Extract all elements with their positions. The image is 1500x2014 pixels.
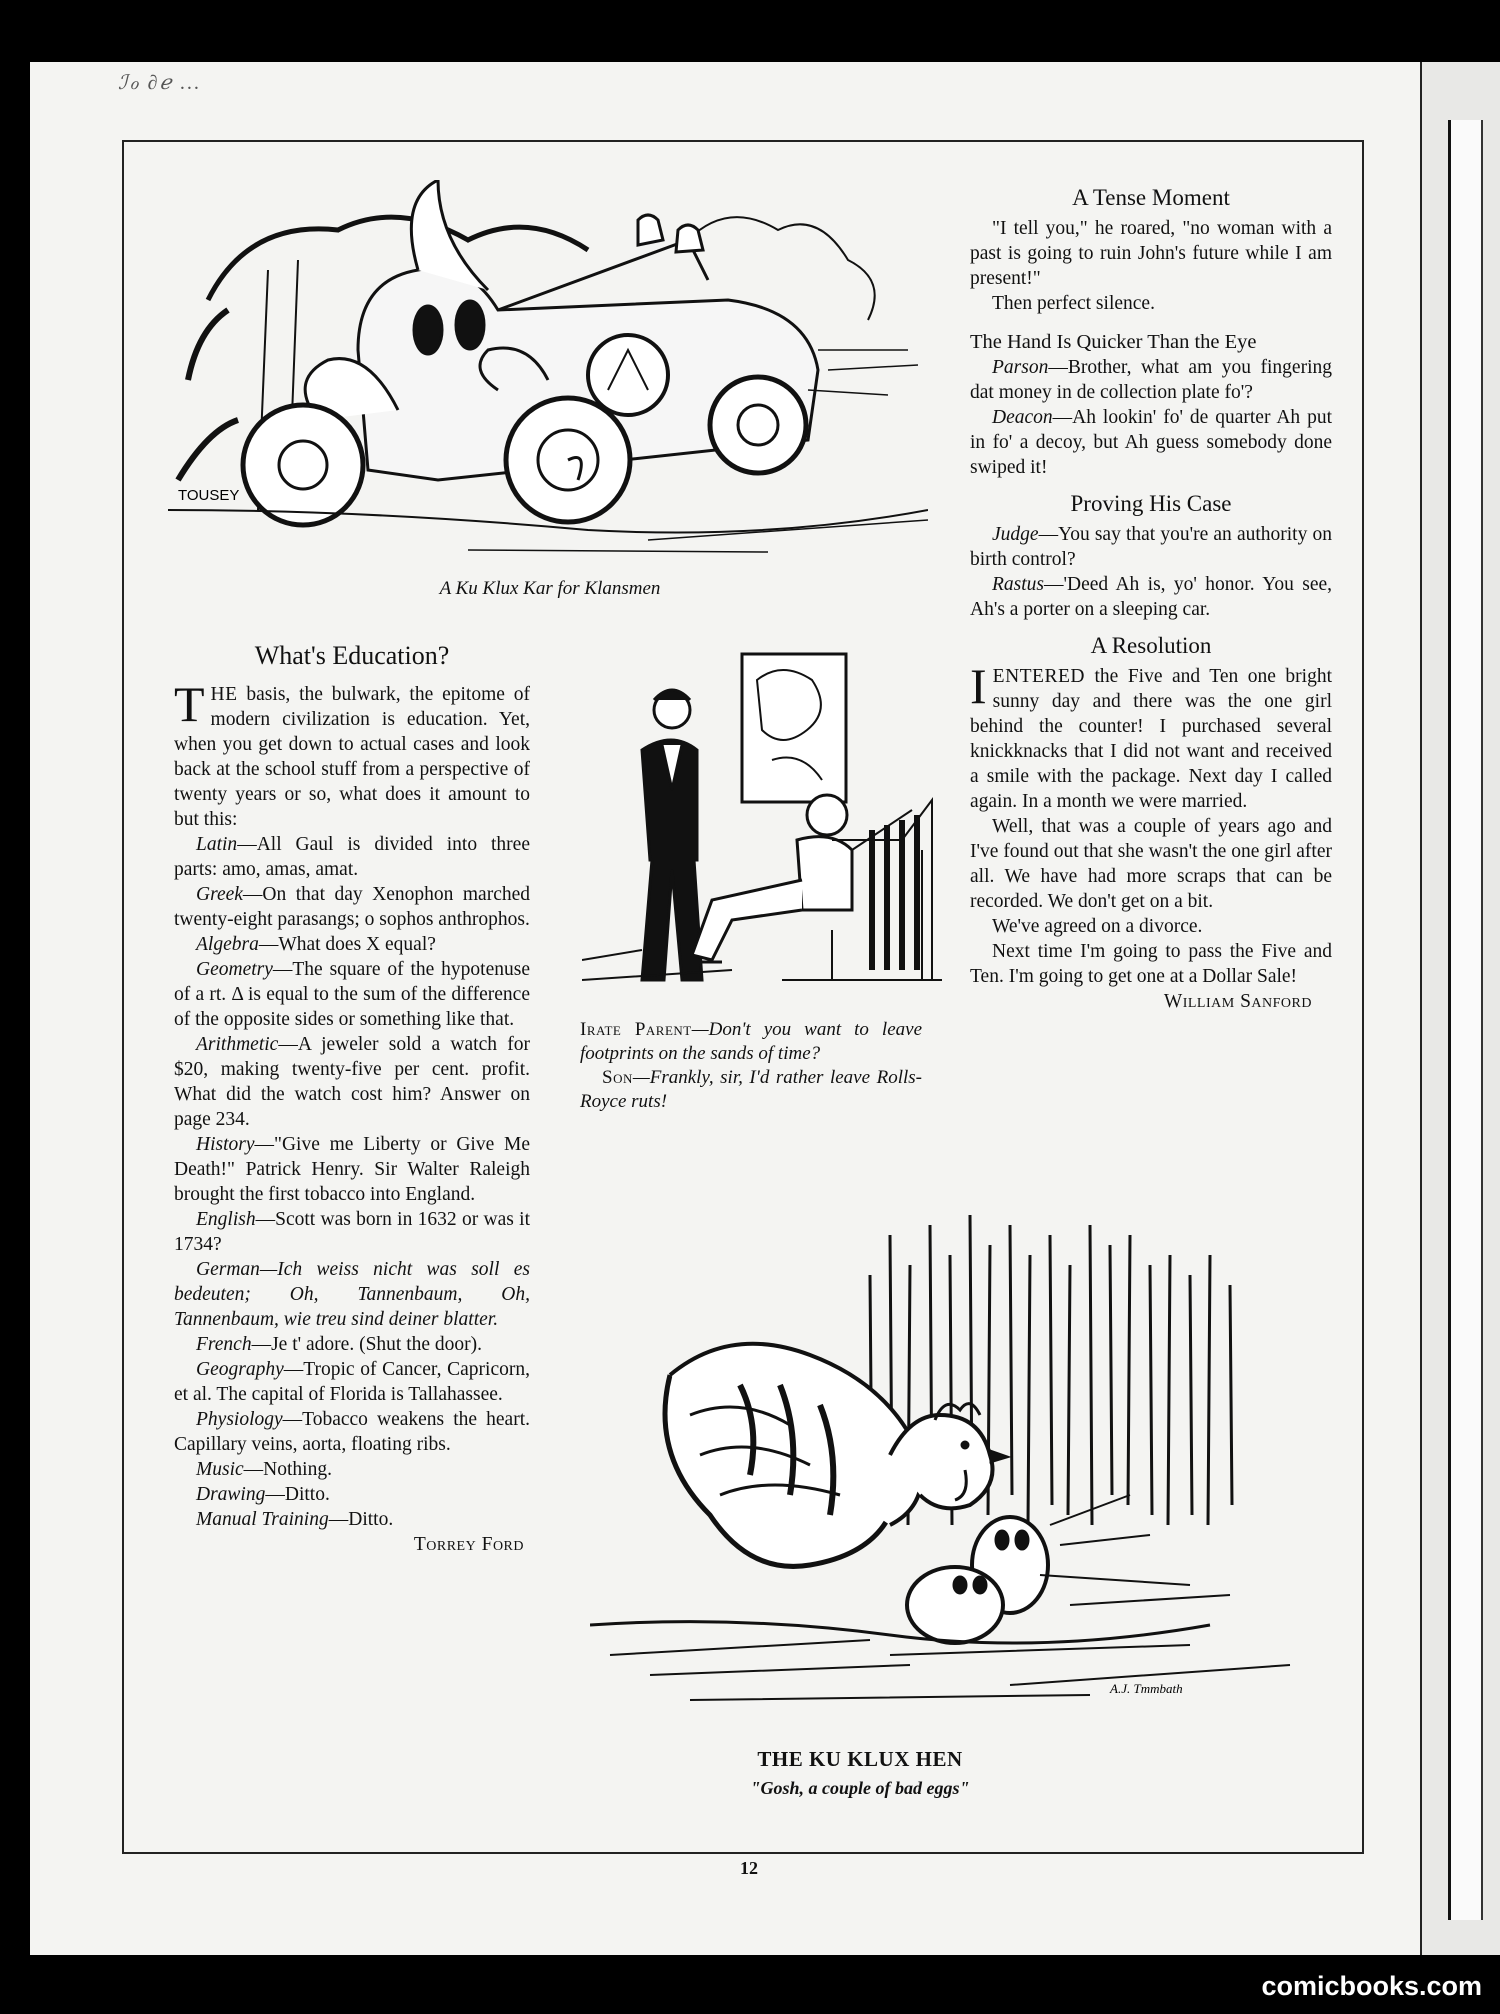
- education-item-text: —Scott was born in 1632 or was it 1734?: [174, 1209, 530, 1255]
- education-item: [174, 1032, 530, 1132]
- education-title: What's Education?: [254, 641, 450, 670]
- resolution-dropcap: I: [970, 658, 987, 714]
- rastus-line: —'Deed Ah is, yo' honor. You see, Ah's a porter on a sleeping car.: [970, 574, 1332, 620]
- handwritten-scribble: ℐℴ ∂ℯ ...: [118, 72, 202, 94]
- resolution-p2: Well, that was a couple of years ago and I've found out that she wasn't the one girl after all. We have had more scraps that can be recorded. We don't get on a bit.: [970, 816, 1332, 912]
- irate-parent-speaker: Irate Parent: [580, 1019, 692, 1040]
- deacon-line: —Ah lookin' fo' de quarter Ah put in fo' a decoy, but Ah guess somebody done swiped it!: [970, 407, 1332, 478]
- judge-line: —You say that you're an authority on birth control?: [970, 524, 1332, 570]
- education-dropcap: T: [174, 676, 205, 732]
- education-item: [174, 1207, 530, 1257]
- parson-line: —Brother, what am you fingering dat money in de collection plate fo'?: [970, 357, 1332, 403]
- page-binding-strip: [1448, 120, 1483, 1920]
- education-item: [174, 957, 530, 1032]
- education-intro-lead: HE: [210, 684, 238, 705]
- tense-p1: "I tell you," he roared, "no woman with a past is going to ruin John's future while I am present!": [970, 218, 1332, 289]
- education-item-text: —Ditto.: [328, 1509, 394, 1530]
- education-items: [174, 832, 530, 1532]
- right-column: [970, 184, 1332, 1014]
- education-subject: Geometry: [196, 959, 273, 980]
- education-item: [174, 1507, 530, 1532]
- hen-subtitle: "Gosh, a couple of bad eggs": [750, 1778, 970, 1798]
- education-item-text: —"Give me Liberty or Give Me Death!" Patrick Henry. Sir Walter Raleigh brought the first tobacco into England.: [174, 1134, 530, 1205]
- education-item-text: —The square of the hypotenuse of a rt. Δ is equal to the sum of the difference of the opposite sides or something like that.: [174, 959, 530, 1030]
- watermark[interactable]: comicbooks.com: [1261, 1971, 1482, 2001]
- resolution-author: William Sanford: [1163, 991, 1312, 1012]
- resolution-p1: the Five and Ten one bright sunny day and there was the one girl behind the counter! I purchased several knickknacks that I did not want and received a smile with the package. Next day I called again. In a month we were married.: [970, 666, 1333, 812]
- education-subject: English: [196, 1209, 256, 1230]
- resolution-lead: ENTERED: [992, 666, 1085, 687]
- education-item-text: —What does X equal?: [258, 934, 436, 955]
- education-intro: [174, 676, 531, 832]
- education-item-text: —On that day Xenophon marched twenty-eight parasangs; o sophos anthrophos.: [174, 884, 530, 930]
- education-item-text: —Tobacco weakens the heart. Capillary veins, aorta, floating ribs.: [174, 1409, 530, 1455]
- tense-p2: Then perfect silence.: [992, 293, 1155, 314]
- kar-caption: A Ku Klux Kar for Klansmen: [439, 578, 661, 599]
- education-subject: History: [196, 1134, 255, 1155]
- education-item-text: —Ditto.: [265, 1484, 330, 1505]
- education-subject: Manual Training: [196, 1509, 329, 1530]
- education-item-text: —Nothing.: [243, 1459, 332, 1480]
- son-speaker: Son: [602, 1067, 633, 1088]
- education-item: [174, 1482, 530, 1507]
- education-item: [174, 832, 530, 882]
- education-item: [174, 882, 530, 932]
- education-item-text: —Ich weiss nicht was soll es bedeuten; Oh, Tannenbaum, Oh, Tannenbaum, wie treu sind deiner blatter.: [174, 1259, 530, 1330]
- education-subject: Greek: [196, 884, 243, 905]
- hen-title: THE KU KLUX HEN: [757, 1747, 963, 1771]
- education-subject: Algebra: [196, 934, 259, 955]
- judge-speaker: Judge: [992, 524, 1039, 545]
- parent-son-caption: [580, 1018, 922, 1114]
- education-item: [174, 1457, 530, 1482]
- resolution-p4: Next time I'm going to pass the Five and Ten. I'm going to get one at a Dollar Sale!: [970, 941, 1332, 987]
- education-item-text: —Tropic of Cancer, Capricorn, et al. The capital of Florida is Tallahassee.: [174, 1359, 530, 1405]
- proving-title: Proving His Case: [1070, 491, 1232, 516]
- tense-title: A Tense Moment: [1072, 185, 1230, 210]
- ku-klux-kar-illustration: [168, 180, 928, 560]
- rastus-speaker: Rastus: [992, 574, 1045, 595]
- deacon-speaker: Deacon: [992, 407, 1053, 428]
- hen-signature: A.J. Tmmbath: [1110, 1681, 1183, 1696]
- page-number: 12: [740, 1858, 758, 1878]
- education-subject: German: [196, 1259, 260, 1280]
- education-item-text: —Je t' adore. (Shut the door).: [251, 1334, 483, 1355]
- parson-speaker: Parson: [992, 357, 1049, 378]
- son-line: —Frankly, sir, I'd rather leave Rolls-Royce ruts!: [580, 1067, 922, 1112]
- education-author: Torrey Ford: [413, 1534, 524, 1555]
- education-subject: Latin: [196, 834, 238, 855]
- education-subject: French: [196, 1334, 252, 1355]
- ku-klux-hen-illustration: [590, 1195, 1330, 1730]
- education-intro-text: basis, the bulwark, the epitome of modern civilization is education. Yet, when you get down to actual cases and look back at the school stuff from a perspective of twenty years or so, what does it amount to but this:: [174, 684, 531, 830]
- resolution-title: A Resolution: [1090, 633, 1212, 658]
- education-item-text: —All Gaul is divided into three parts: amo, amas, amat.: [174, 834, 530, 880]
- resolution-p3: We've agreed on a divorce.: [992, 916, 1203, 937]
- education-subject: Drawing: [196, 1484, 266, 1505]
- irate-parent-line: —Don't you want to leave footprints on the sands of time?: [580, 1019, 922, 1064]
- education-article: [174, 642, 530, 1557]
- education-item: [174, 1132, 530, 1207]
- education-subject: Music: [196, 1459, 244, 1480]
- hand-title: The Hand Is Quicker Than the Eye: [970, 331, 1257, 353]
- education-item: [174, 1357, 530, 1407]
- education-subject: Arithmetic: [196, 1034, 279, 1055]
- education-item-text: —A jeweler sold a watch for $20, making twenty-five per cent. profit. What did the watch cost him? Answer on page 234.: [174, 1034, 530, 1130]
- education-item: [174, 1257, 530, 1332]
- education-item: [174, 1407, 530, 1457]
- education-subject: Geography: [196, 1359, 284, 1380]
- education-subject: Physiology: [196, 1409, 283, 1430]
- tousey-signature: TOUSEY: [178, 487, 240, 504]
- education-item: [174, 1332, 530, 1357]
- education-item: [174, 932, 530, 957]
- parent-son-illustration: [582, 650, 942, 1000]
